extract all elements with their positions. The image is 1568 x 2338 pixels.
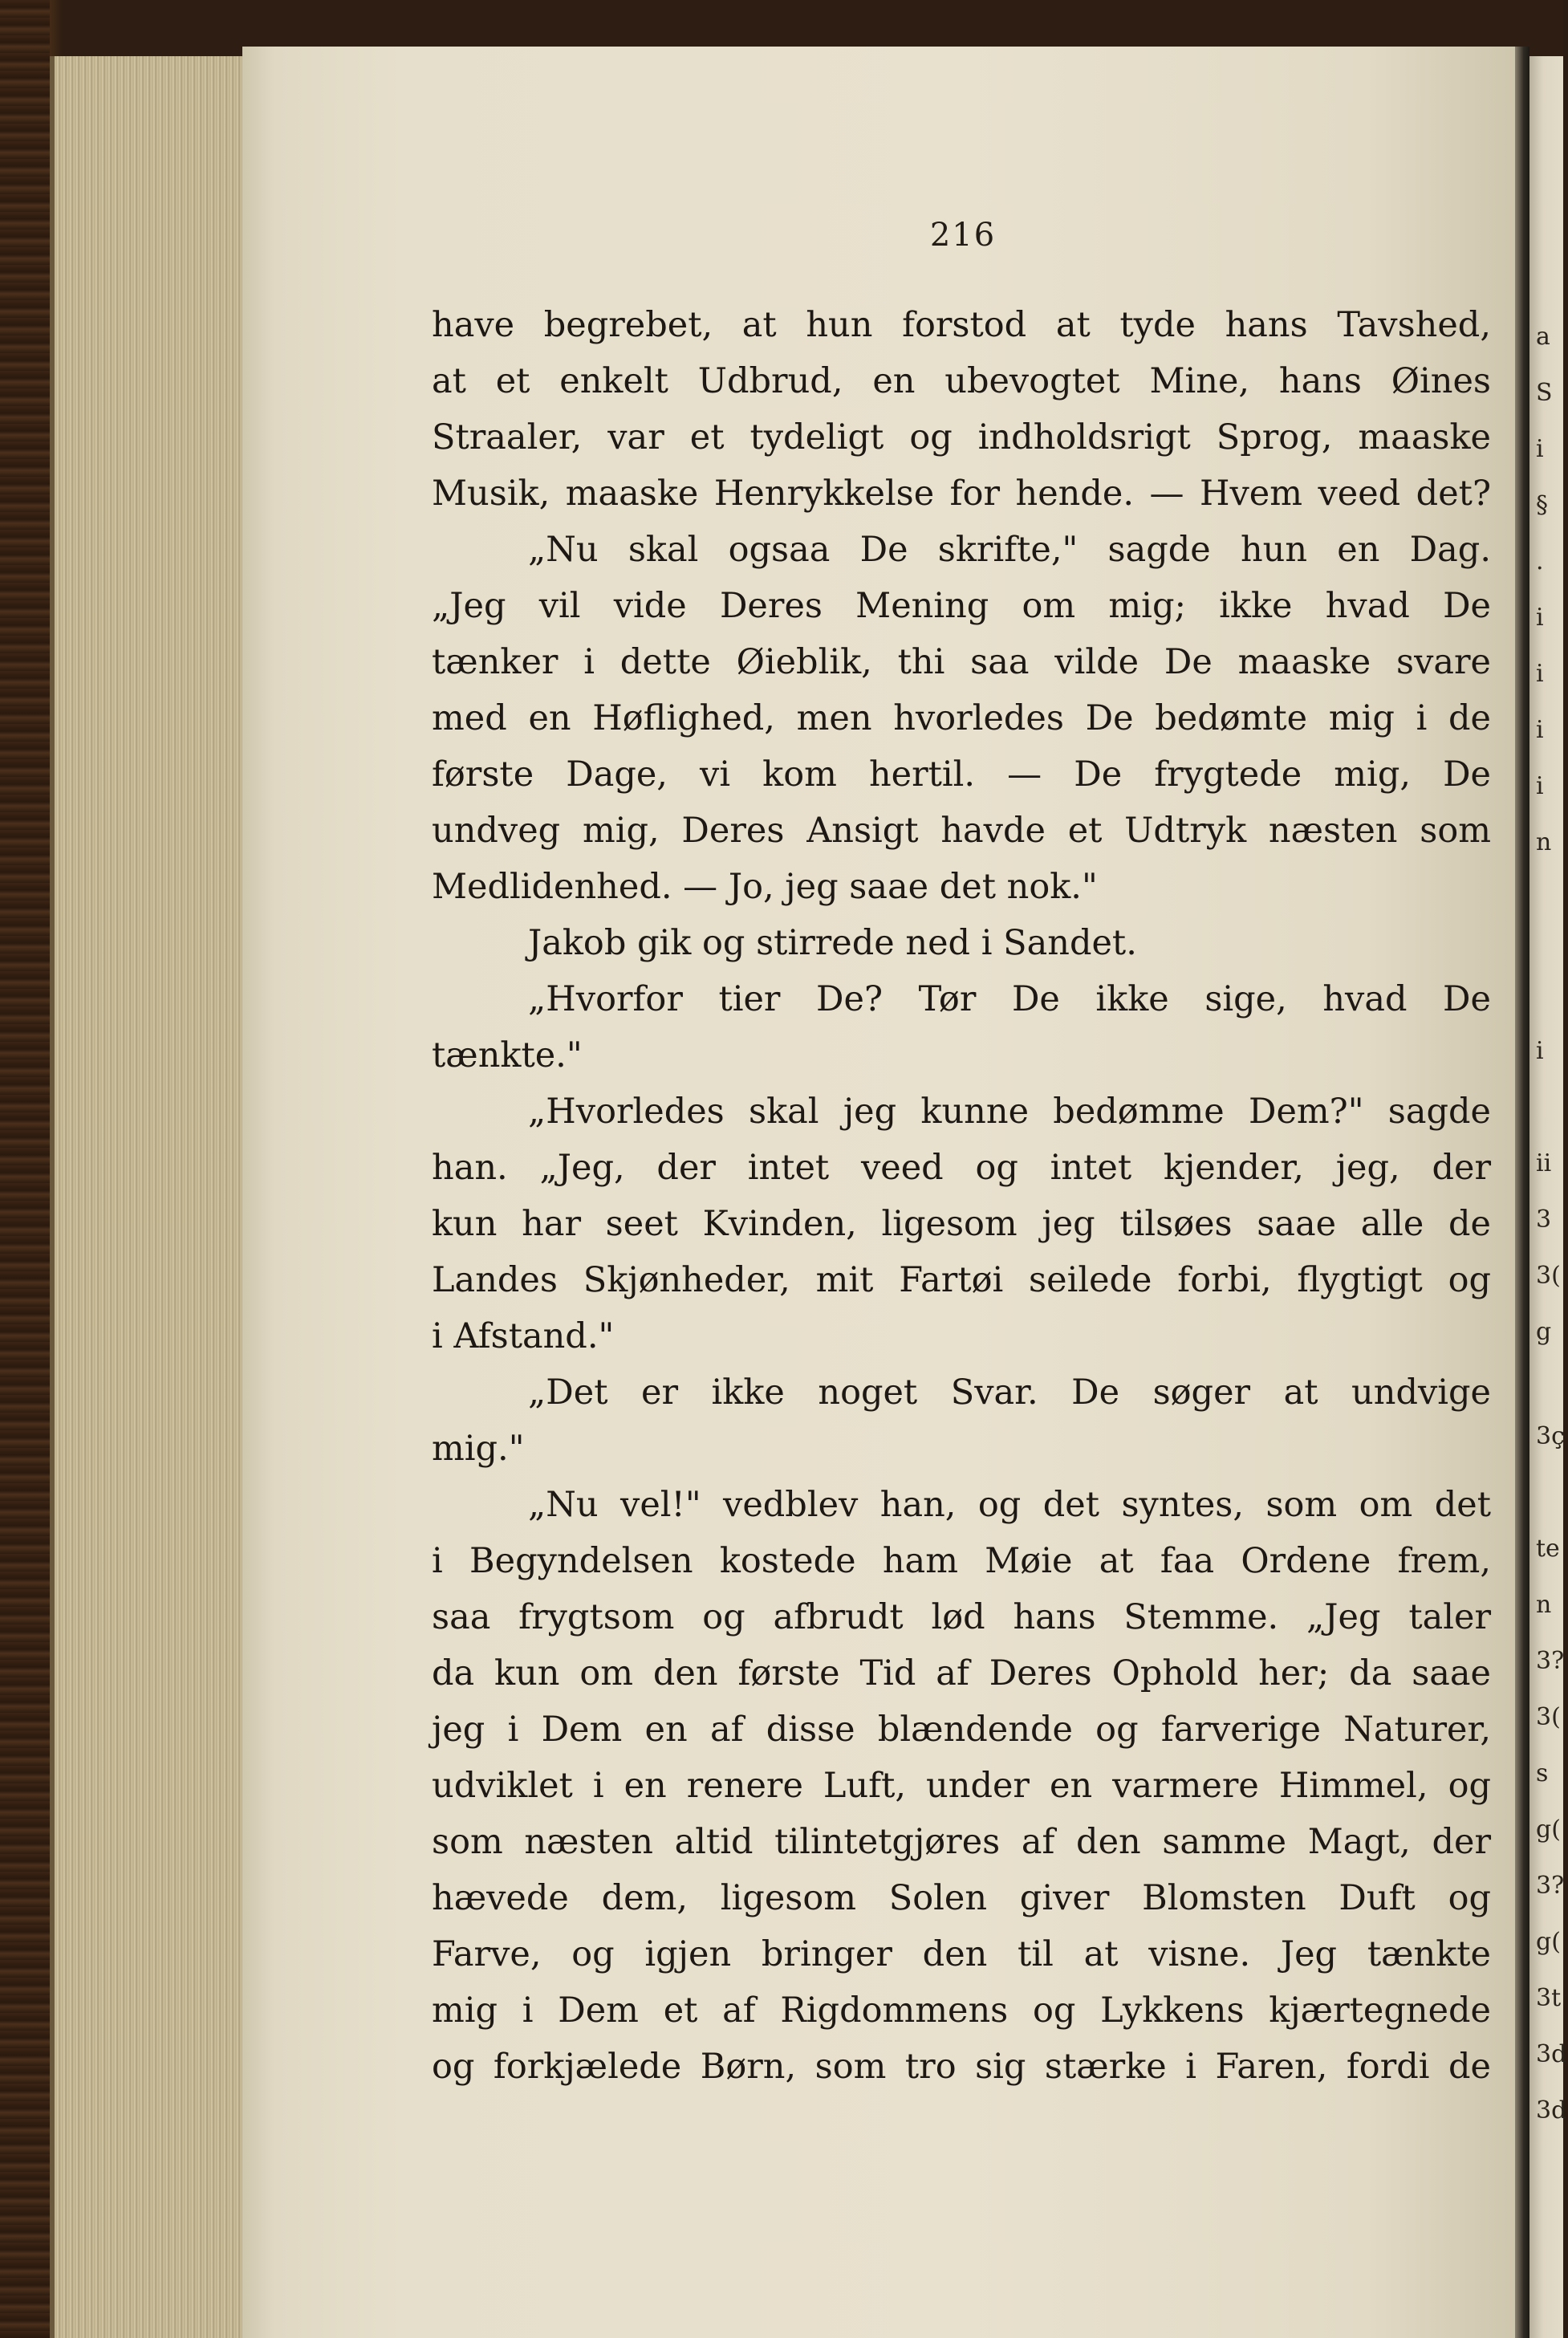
facing-page-fragment: i: [1536, 716, 1544, 744]
facing-page-edge: [1529, 56, 1567, 2338]
facing-page-fragment: §: [1536, 491, 1548, 519]
text-line: tænker i dette Øieblik, thi saa vilde De maaske svare: [432, 642, 1491, 682]
facing-page-fragment: 3?: [1536, 1647, 1565, 1675]
text-line: som næsten altid tilintetgjøres af den samme Magt, der: [432, 1822, 1491, 1862]
facing-page-fragment: a: [1536, 323, 1550, 351]
facing-page-fragment: 3?: [1536, 1872, 1565, 1900]
text-line: Medlidenhed. — Jo, jeg saae det nok.": [432, 867, 1098, 907]
facing-page-fragment: 3t: [1536, 1984, 1562, 2012]
text-line: Musik, maaske Henrykkelse for hende. — Hvem veed det?: [432, 474, 1491, 514]
text-line: „Hvorledes skal jeg kunne bedømme Dem?" sagde: [528, 1092, 1491, 1132]
text-line: have begrebet, at hun forstod at tyde hans Tavshed,: [432, 305, 1491, 345]
text-line: jeg i Dem en af disse blændende og farverige Naturer,: [432, 1710, 1491, 1750]
page-stack-edges: [50, 56, 247, 2338]
book-gutter: [1515, 47, 1529, 2338]
text-line: i Begyndelsen kostede ham Møie at faa Ordene frem,: [432, 1541, 1491, 1581]
facing-page-fragment: i: [1536, 1037, 1544, 1065]
text-line: tænkte.": [432, 1035, 583, 1075]
text-line: Landes Skjønheder, mit Fartøi seilede forbi, flygtigt og: [432, 1260, 1491, 1300]
text-line: undveg mig, Deres Ansigt havde et Udtryk næsten som: [432, 811, 1491, 851]
text-line: „Det er ikke noget Svar. De søger at undvige: [528, 1372, 1491, 1413]
text-line: da kun om den første Tid af Deres Ophold her; da saae: [432, 1653, 1491, 1694]
facing-page-fragment: 3d: [1536, 2040, 1567, 2068]
text-line: kun har seet Kvinden, ligesom jeg tilsøes saae alle de: [432, 1204, 1491, 1244]
facing-page-fragment: i: [1536, 435, 1544, 463]
text-line: mig.": [432, 1429, 525, 1469]
text-line: „Jeg vil vide Deres Mening om mig; ikke hvad De: [432, 586, 1491, 626]
text-line: første Dage, vi kom hertil. — De frygtede mig, De: [432, 754, 1491, 795]
facing-page-fragment: n: [1536, 828, 1552, 856]
facing-page-fragment: i: [1536, 660, 1544, 688]
facing-page-fragment: 3(: [1536, 1703, 1561, 1731]
facing-page-fragment: ii: [1536, 1149, 1552, 1177]
text-line: i Afstand.": [432, 1316, 615, 1356]
text-line: saa frygtsom og afbrudt lød hans Stemme. „Jeg taler: [432, 1597, 1491, 1637]
facing-page-fragment: 3(: [1536, 1262, 1561, 1290]
facing-page-fragment: .: [1536, 547, 1544, 575]
facing-page-fragment: S: [1536, 379, 1553, 407]
facing-page-fragment: i: [1536, 772, 1544, 800]
text-line: og forkjælede Børn, som tro sig stærke i Faren, fordi de: [432, 2047, 1491, 2087]
facing-page-fragment: g(: [1536, 1816, 1561, 1844]
text-line: med en Høflighed, men hvorledes De bedømte mig i de: [432, 698, 1491, 738]
page-text: [432, 297, 1491, 2103]
text-line: „Nu skal ogsaa De skrifte," sagde hun en Dag.: [528, 530, 1491, 570]
text-line: Farve, og igjen bringer den til at visne. Jeg tænkte: [432, 1934, 1491, 1974]
facing-page-fragment: i: [1536, 604, 1544, 632]
facing-page-fragment: 3: [1536, 1206, 1552, 1234]
facing-page-fragment: n: [1536, 1591, 1552, 1619]
facing-page-fragment: g: [1536, 1318, 1552, 1346]
text-line: at et enkelt Udbrud, en ubevogtet Mine, hans Øines: [432, 361, 1491, 401]
facing-page-fragment: 3d: [1536, 2096, 1567, 2125]
text-line: mig i Dem et af Rigdommens og Lykkens kjærtegnede: [432, 1990, 1491, 2031]
facing-page-fragment: te: [1536, 1535, 1560, 1563]
book-cover-edge: [0, 0, 50, 2338]
facing-page-fragment: s: [1536, 1759, 1549, 1787]
text-line: han. „Jeg, der intet veed og intet kjender, jeg, der: [432, 1148, 1491, 1188]
text-line: Jakob gik og stirrede ned i Sandet.: [528, 923, 1137, 963]
text-line: hævede dem, ligesom Solen giver Blomsten Duft og: [432, 1878, 1491, 1918]
text-line: „Nu vel!" vedblev han, og det syntes, som om det: [528, 1485, 1491, 1525]
page-number: 216: [929, 217, 997, 254]
text-line: udviklet i en renere Luft, under en varmere Himmel, og: [432, 1766, 1491, 1806]
facing-page-fragment: 3ç: [1536, 1422, 1565, 1450]
text-line: Straaler, var et tydeligt og indholdsrigt Sprog, maaske: [432, 417, 1491, 457]
facing-page-fragment: g(: [1536, 1928, 1561, 1956]
text-line: „Hvorfor tier De? Tør De ikke sige, hvad De: [528, 979, 1491, 1019]
